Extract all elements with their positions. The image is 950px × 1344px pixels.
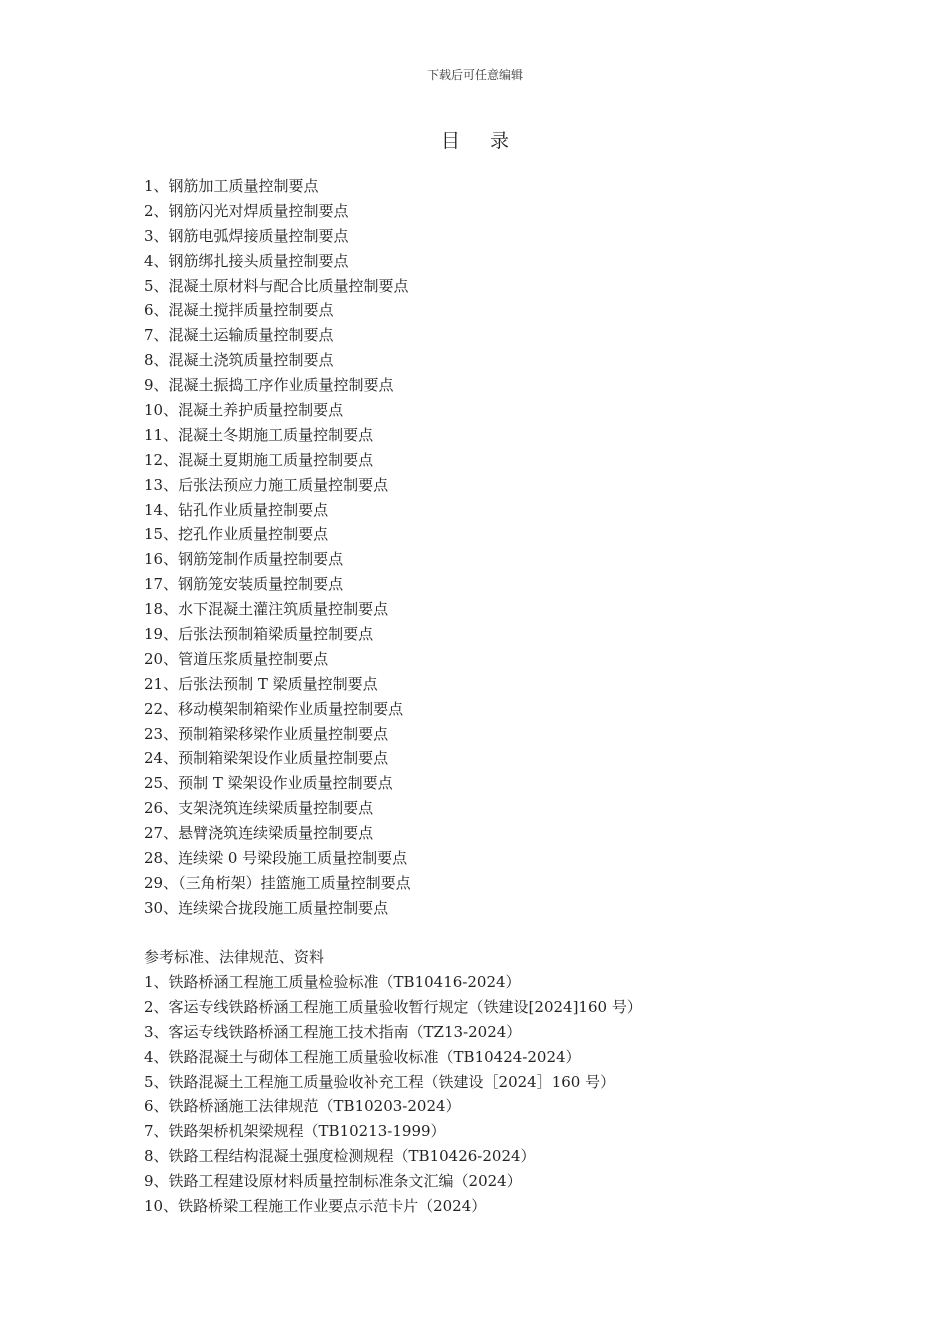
toc-item: 24、预制箱梁架设作业质量控制要点	[144, 749, 389, 768]
toc-item: 23、预制箱梁移梁作业质量控制要点	[144, 724, 389, 743]
toc-item: 29、（三角桁架）挂篮施工质量控制要点	[144, 873, 411, 892]
references-heading: 参考标准、法律规范、资料	[144, 948, 325, 966]
toc-item: 10、混凝土养护质量控制要点	[144, 401, 344, 420]
toc-item: 7、混凝土运输质量控制要点	[144, 326, 334, 345]
header-note: 下载后可任意编辑	[426, 68, 523, 82]
references-list	[144, 970, 642, 1219]
reference-item: 6、铁路桥涵施工法律规范（TB10203-2024）	[144, 1097, 461, 1116]
reference-item: 2、客运专线铁路桥涵工程施工质量验收暂行规定（铁建设[2024]160 号）	[144, 997, 642, 1016]
toc-item: 18、水下混凝土灌注筑质量控制要点	[144, 600, 389, 619]
toc-item: 30、连续梁合拢段施工质量控制要点	[144, 898, 389, 917]
toc-item: 6、混凝土搅拌质量控制要点	[144, 301, 334, 320]
toc-item: 5、混凝土原材料与配合比质量控制要点	[144, 276, 409, 295]
toc-item: 20、管道压浆质量控制要点	[144, 649, 329, 668]
toc-list	[144, 174, 411, 921]
toc-item: 21、后张法预制 T 梁质量控制要点	[144, 674, 378, 693]
toc-item: 27、悬臂浇筑连续梁质量控制要点	[144, 824, 374, 843]
reference-item: 9、铁路工程建设原材料质量控制标准条文汇编（2024）	[144, 1172, 522, 1191]
reference-item: 10、铁路桥梁工程施工作业要点示范卡片（2024）	[144, 1197, 487, 1216]
reference-item: 5、铁路混凝土工程施工质量验收补充工程（铁建设［2024］160 号）	[144, 1072, 616, 1091]
toc-item: 14、钻孔作业质量控制要点	[144, 500, 329, 519]
toc-item: 19、后张法预制箱梁质量控制要点	[144, 625, 374, 644]
toc-item: 2、钢筋闪光对焊质量控制要点	[144, 201, 349, 220]
toc-item: 25、预制 T 梁架设作业质量控制要点	[144, 774, 393, 793]
reference-item: 8、铁路工程结构混凝土强度检测规程（TB10426-2024）	[144, 1147, 536, 1166]
reference-item: 7、铁路架桥机架梁规程（TB10213-1999）	[144, 1122, 446, 1141]
toc-item: 11、混凝土冬期施工质量控制要点	[144, 425, 374, 444]
toc-item: 26、支架浇筑连续梁质量控制要点	[144, 799, 374, 818]
toc-title: 目录	[440, 130, 539, 152]
reference-item: 3、客运专线铁路桥涵工程施工技术指南（TZ13-2024）	[144, 1022, 522, 1041]
toc-item: 22、移动模架制箱梁作业质量控制要点	[144, 699, 404, 718]
toc-item: 17、钢筋笼安装质量控制要点	[144, 575, 344, 594]
toc-item: 28、连续梁 0 号梁段施工质量控制要点	[144, 849, 408, 868]
toc-item: 13、后张法预应力施工质量控制要点	[144, 475, 389, 494]
toc-item: 4、钢筋绑扎接头质量控制要点	[144, 251, 349, 270]
toc-item: 3、钢筋电弧焊接质量控制要点	[144, 226, 349, 245]
toc-item: 9、混凝土振捣工序作业质量控制要点	[144, 376, 394, 395]
reference-item: 1、铁路桥涵工程施工质量检验标准（TB10416-2024）	[144, 973, 521, 991]
reference-item: 4、铁路混凝土与砌体工程施工质量验收标准（TB10424-2024）	[144, 1047, 581, 1066]
toc-item: 12、混凝土夏期施工质量控制要点	[144, 450, 374, 469]
toc-item: 1、钢筋加工质量控制要点	[144, 177, 319, 195]
toc-item: 16、钢筋笼制作质量控制要点	[144, 550, 344, 569]
toc-item: 8、混凝土浇筑质量控制要点	[144, 351, 334, 370]
toc-item: 15、挖孔作业质量控制要点	[144, 525, 329, 544]
